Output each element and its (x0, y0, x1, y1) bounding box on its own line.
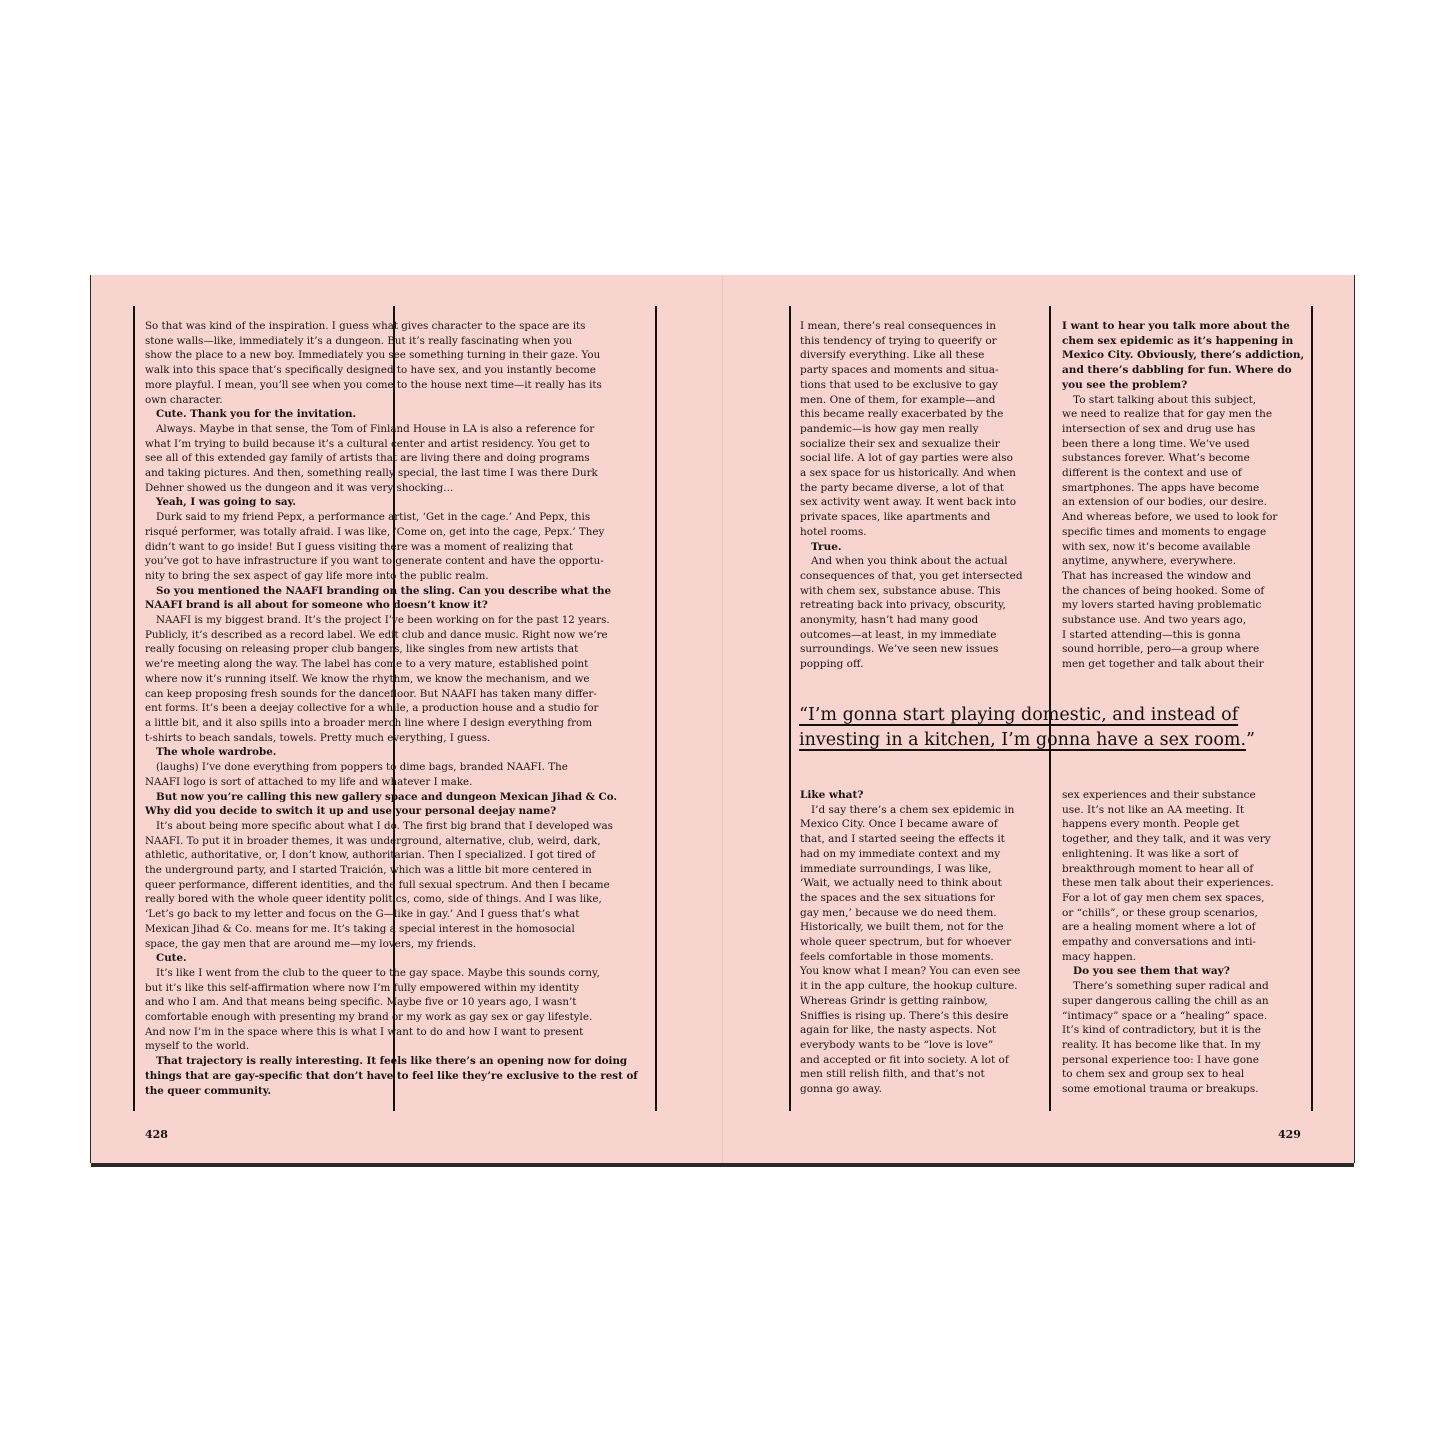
pull-quote-part: I’m gonna have a sex room. (995, 730, 1247, 750)
text-line: together, and they talk, and it was very (1062, 833, 1271, 846)
text-line: these men talk about their experiences. (1062, 877, 1274, 890)
text-line: socialize their sex and sexualize their (800, 437, 1000, 450)
right-col2-bottom (1062, 788, 1274, 1097)
text-line: really focusing on releasing proper club bangers, like singles from new artists that (145, 643, 579, 656)
text-line: a little bit, and it also spills into a broader merch line where I design everything from (145, 716, 592, 729)
text-line: Durk said to my friend Pepx, a performance artist, ‘Get in the cage.’ And Pepx, this (156, 511, 591, 524)
text-line: That has increased the window and (1062, 569, 1252, 582)
text-line: popping off. (800, 658, 864, 671)
text-line: sex activity went away. It went back into (800, 496, 1017, 509)
text-line: consequences of that, you get intersected (800, 569, 1023, 582)
text-line: NAAFI logo is sort of attached to my life and whatever I make. (145, 775, 473, 788)
text-line: breakthrough moment to hear all of (1062, 862, 1254, 875)
text-line: it in the app culture, the hookup culture. (800, 980, 1018, 993)
text-line: enlightening. It was like a sort of (1062, 847, 1239, 860)
text-line: Historically, we built them, not for the (800, 921, 1004, 934)
text-line: with sex, now it’s become available (1062, 540, 1251, 553)
text-line: surroundings. We’ve seen new issues (800, 643, 999, 656)
pull-quote-part: investing in a kitchen, (799, 730, 996, 750)
text-line: Dehner showed us the dungeon and it was very shocking… (145, 481, 454, 494)
text-line: The whole wardrobe. (156, 746, 277, 759)
text-line: been there a long time. We’ve used (1062, 437, 1250, 450)
text-line: we’re meeting along the way. The label has come to a very mature, established point (145, 658, 589, 671)
text-line: Always. Maybe in that sense, the Tom of Finland House in LA is also a reference for (156, 422, 595, 435)
text-line: Mexican Jihad & Co. means for me. It’s taking a special interest in the homosocial (145, 922, 575, 935)
text-line: use. It’s not like an AA meeting. It (1062, 803, 1245, 816)
text-line: macy happen. (1062, 950, 1137, 963)
text-line: (laughs) I’ve done everything from poppers to dime bags, branded NAAFI. The (156, 761, 568, 774)
text-line: ‘Let’s go back to my letter and focus on the G—like in gay.’ And I guess that’s what (145, 908, 580, 921)
text-line: and taking pictures. And then, something really special, the last time I was there Durk (145, 467, 598, 480)
text-line: risqué performer, was totally afraid. I was like, ‘Come on, get into the cage, Pepx.’ They (145, 525, 605, 538)
text-line: Why did you decide to switch it up and use your personal deejay name? (145, 805, 557, 818)
text-line: Whereas Grindr is getting rainbow, (800, 994, 988, 1007)
left-page-text (145, 319, 638, 1098)
text-line: substances forever. What’s become (1062, 452, 1250, 465)
text-line: and there’s dabbling for fun. Where do (1062, 364, 1292, 377)
text-line: intersection of sex and drug use has (1062, 422, 1256, 435)
text-line: Yeah, I was going to say. (156, 496, 296, 509)
text-line: and who I am. And that means being specific. Maybe five or 10 years ago, I wasn’t (145, 996, 577, 1009)
text-line: and accepted or fit into society. A lot of (800, 1053, 1009, 1066)
text-line: social life. A lot of gay parties were also (800, 452, 1013, 465)
text-line: space, the gay men that are around me—my lovers, my friends. (145, 937, 477, 950)
text-line: substance use. And two years ago, (1062, 614, 1247, 627)
text-line: I mean, there’s real consequences in (800, 320, 997, 332)
text-line: an extension of our bodies, our desire. (1062, 496, 1267, 509)
text-line: can keep proposing fresh sounds for the dancefloor. But NAAFI has taken many differ- (145, 687, 597, 700)
text-line: with chem sex, substance abuse. This (800, 584, 1001, 597)
text-line: Cute. Thank you for the invitation. (156, 408, 357, 421)
text-line: you see the problem? (1062, 378, 1188, 391)
text-line: And when you think about the actual (811, 555, 1008, 568)
pull-quote (799, 703, 1319, 753)
text-line: see all of this extended gay family of artists that are living there and doing programs (145, 452, 590, 465)
page-number-right: 429 (1278, 1128, 1301, 1141)
text-line: sex experiences and their substance (1062, 789, 1256, 801)
text-line: To start talking about this subject, (1073, 393, 1257, 406)
text-line: So you mentioned the NAAFI branding on the sling. Can you describe what the (156, 584, 612, 597)
text-line: empathy and conversations and inti- (1062, 936, 1256, 949)
text-line: tions that used to be exclusive to gay (800, 378, 998, 391)
text-line: ‘Wait, we actually need to think about (800, 877, 1002, 890)
text-line: some emotional trauma or breakups. (1062, 1083, 1259, 1096)
text-line: where now it’s running itself. We know the rhythm, we know the mechanism, and we (145, 672, 590, 685)
text-line: I want to hear you talk more about the (1062, 320, 1290, 332)
text-line: So that was kind of the inspiration. I guess what gives character to the space are its (145, 320, 586, 332)
text-line: And now I’m in the space where this is what I want to do and how I want to present (145, 1025, 584, 1038)
text-line: everybody wants to be “love is love” (800, 1038, 994, 1051)
right-col2-top (1062, 319, 1304, 672)
text-line: Publicly, it’s described as a record label. We edit club and dance music. Right now we’re (145, 628, 608, 641)
text-line: That trajectory is really interesting. It feels like there’s an opening now for doing (156, 1055, 628, 1068)
text-line: diversify everything. Like all these (800, 349, 985, 362)
text-line: happens every month. People get (1062, 818, 1240, 831)
column-rule (655, 306, 657, 1111)
text-line: feels comfortable in those moments. (800, 950, 994, 963)
text-line: the underground party, and I started Traición, which was a little bit more centered in (145, 864, 592, 877)
page-gutter (722, 275, 723, 1163)
text-line: this tendency of trying to queerify or (800, 334, 997, 347)
right-col1-top (800, 319, 1023, 672)
text-line: private spaces, like apartments and (800, 511, 991, 524)
text-line: specific times and moments to engage (1062, 525, 1267, 538)
text-line: t-shirts to beach sandals, towels. Pretty much everything, I guess. (145, 731, 491, 744)
text-line: to chem sex and group sex to heal (1062, 1068, 1245, 1081)
text-line: this became really exacerbated by the (800, 408, 1004, 421)
text-line: that, and I started seeing the effects it (800, 833, 1005, 846)
pull-quote-part: “I’m gonna start playing domestic, (799, 705, 1107, 725)
text-line: a sex space for us historically. And when (800, 467, 1016, 480)
text-line: more playful. I mean, you’ll see when you come to the house next time—it really has its (145, 378, 602, 391)
text-line: own character. (145, 393, 223, 406)
text-line: personal experience too: I have gone (1062, 1053, 1259, 1066)
text-line: or “chills”, or these group scenarios, (1062, 906, 1258, 919)
text-line: sound horrible, pero—a group where (1062, 643, 1260, 656)
text-line: anytime, anywhere, everywhere. (1062, 555, 1237, 568)
text-line: anonymity, hasn’t had many good (800, 614, 979, 627)
text-line: retreating back into privacy, obscurity, (800, 599, 1006, 612)
text-line: NAAFI brand is all about for someone who doesn’t know it? (145, 599, 488, 612)
text-line: super dangerous calling the chill as an (1062, 994, 1269, 1007)
text-line: you’ve got to have infrastructure if you want to generate content and have the opportu- (145, 555, 604, 568)
text-line: really bored with the whole queer identity politics, como, side of things. And I was like, (145, 893, 602, 906)
text-line: Cute. (156, 952, 187, 965)
text-line: nity to bring the sex aspect of gay life more into the public realm. (145, 569, 489, 582)
text-line: we need to realize that for gay men the (1062, 408, 1273, 421)
text-line: There’s something super radical and (1073, 980, 1269, 993)
right-col1-bottom (800, 788, 1020, 1097)
text-line: the spaces and the sex situations for (800, 891, 995, 904)
text-line: Mexico City. Once I became aware of (800, 818, 998, 831)
text-line: didn’t want to go inside! But I guess visiting there was a moment of realizing that (145, 540, 574, 553)
text-line: gay men,’ because we do need them. (800, 906, 997, 919)
text-line: And whereas before, we used to look for (1062, 511, 1278, 524)
text-line: “intimacy” space or a “healing” space. (1062, 1009, 1268, 1022)
text-line: men. One of them, for example—and (800, 393, 996, 406)
text-line: had on my immediate context and my (800, 847, 1001, 860)
text-line: You know what I mean? You can even see (800, 965, 1021, 978)
text-line: party spaces and moments and situa- (800, 364, 999, 377)
column-rule (789, 306, 791, 1111)
text-line: men still relish filth, and that’s not (800, 1068, 985, 1081)
text-line: the chances of being hooked. Some of (1062, 584, 1265, 597)
column-rule (133, 306, 135, 1111)
text-line: the party became diverse, a lot of that (800, 481, 1004, 494)
pull-quote-close: ” (1246, 730, 1255, 750)
text-line: I’d say there’s a chem sex epidemic in (811, 803, 1015, 816)
text-line: what I’m trying to build because it’s a cultural center and artist residency. You get to (145, 437, 590, 450)
page-number-left: 428 (145, 1128, 168, 1141)
text-line: things that are gay-specific that don’t have to feel like they’re exclusive to the rest of (145, 1069, 638, 1082)
text-line: smartphones. The apps have become (1062, 481, 1260, 494)
text-line: I started attending—this is gonna (1062, 628, 1241, 641)
text-line: again for like, the nasty aspects. Not (800, 1024, 997, 1037)
text-line: Do you see them that way? (1073, 965, 1230, 978)
text-line: athletic, authoritative, or, I don’t know, authoritarian. Then I specialized. I got tired of (145, 849, 596, 862)
text-line: gonna go away. (800, 1083, 882, 1096)
text-line: Mexico City. Obviously, there’s addiction, (1062, 349, 1305, 362)
text-line: Sniffies is rising up. There’s this desire (800, 1009, 1009, 1022)
text-line: the queer community. (145, 1084, 272, 1097)
text-line: reality. It has become like that. In my (1062, 1038, 1261, 1051)
text-line: immediate surroundings, I was like, (800, 862, 992, 875)
text-line: are a healing moment where a lot of (1062, 921, 1256, 934)
text-line: But now you’re calling this new gallery space and dungeon Mexican Jihad & Co. (156, 790, 617, 803)
text-line: NAAFI is my biggest brand. It’s the project I’ve been working on for the past 12 years. (156, 614, 610, 627)
text-line: different is the context and use of (1062, 467, 1242, 480)
text-line: hotel rooms. (800, 525, 867, 538)
text-line: True. (811, 540, 842, 553)
text-line: ent forms. It’s been a deejay collective for a while, a production house and a studio for (145, 702, 599, 715)
text-line: For a lot of gay men chem sex spaces, (1062, 891, 1265, 904)
text-line: whole queer spectrum, but for whoever (800, 936, 1012, 949)
text-line: NAAFI. To put it in broader themes, it was underground, alternative, club, weird, dark, (145, 834, 601, 847)
text-line: chem sex epidemic as it’s happening in (1062, 334, 1294, 347)
text-line: my lovers started having problematic (1062, 599, 1262, 612)
text-line: but it’s like this self-affirmation where now I’m fully empowered within my identity (145, 981, 580, 994)
text-line: It’s about being more specific about what I do. The first big brand that I developed was (156, 819, 613, 832)
text-line: queer performance, different identities, and the full sexual spectrum. And then I became (145, 878, 610, 891)
text-line: It’s like I went from the club to the queer to the gay space. Maybe this sounds corny, (156, 966, 600, 979)
text-line: show the place to a new boy. Immediately you see something turning in their gaze. You (145, 349, 601, 362)
text-line: men get together and talk about their (1062, 658, 1264, 671)
text-line: pandemic—is how gay men really (800, 422, 979, 435)
text-line: outcomes—at least, in my immediate (800, 628, 997, 641)
text-line: Like what? (800, 789, 864, 801)
text-line: stone walls—like, immediately it’s a dungeon. But it’s really fascinating when you (145, 334, 573, 347)
text-line: walk into this space that’s specifically designed to have sex, and you instantly become (145, 364, 596, 377)
pull-quote-part: and instead of (1106, 705, 1239, 725)
text-line: myself to the world. (145, 1040, 250, 1053)
text-line: comfortable enough with presenting my brand or my work as gay sex or gay lifestyle. (145, 1011, 593, 1024)
text-line: It’s kind of contradictory, but it is the (1062, 1024, 1261, 1037)
